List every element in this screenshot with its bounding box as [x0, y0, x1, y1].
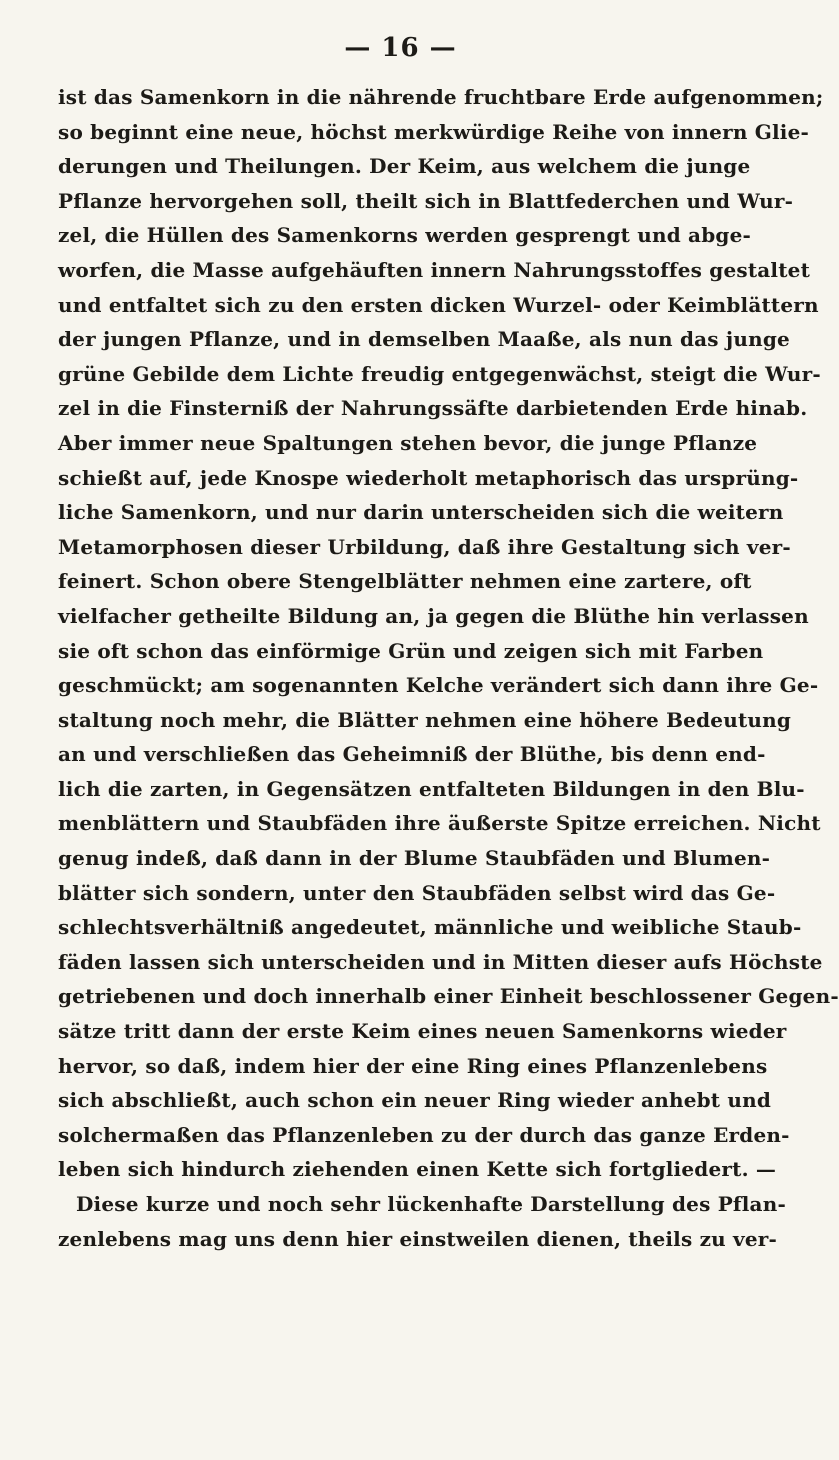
text-line: lich die zarten, in Gegensätzen entfalteten Bildungen in den Blu- [58, 776, 805, 801]
text-line: sätze tritt dann der erste Keim eines neuen Samenkorns wieder [58, 1019, 787, 1044]
text-line: Pflanze hervorgehen soll, theilt sich in Blattfederchen und Wur- [58, 188, 794, 213]
text-line: worfen, die Masse aufgehäuften innern Nahrungsstoffes gestaltet [58, 257, 811, 282]
text-line: genug indeß, daß dann in der Blume Staubfäden und Blumen- [58, 846, 771, 871]
text-line: Metamorphosen dieser Urbildung, daß ihre Gestaltung sich ver- [58, 534, 791, 559]
text-line: grüne Gebilde dem Lichte freudig entgegenwächst, steigt die Wur- [58, 361, 821, 386]
text-line: an und verschließen das Geheimniß der Blüthe, bis denn end- [58, 742, 766, 767]
text-line: menblättern und Staubfäden ihre äußerste Spitze erreichen. Nicht [58, 811, 821, 836]
text-line: getriebenen und doch innerhalb einer Einheit beschlossener Gegen- [58, 984, 839, 1009]
text-line: geschmückt; am sogenannten Kelche verändert sich dann ihre Ge- [58, 673, 819, 698]
text-line: solchermaßen das Pflanzenleben zu der durch das ganze Erden- [58, 1122, 790, 1147]
text-line: der jungen Pflanze, und in demselben Maaße, als nun das junge [58, 327, 790, 352]
text-line: feinert. Schon obere Stengelblätter nehmen eine zartere, oft [58, 569, 752, 594]
text-line: und entfaltet sich zu den ersten dicken Wurzel- oder Keimblättern [58, 292, 819, 317]
page-number-header: — 16 — [344, 33, 457, 63]
body-text [58, 80, 839, 1256]
text-line: zenlebens mag uns denn hier einstweilen dienen, theils zu ver- [58, 1226, 778, 1251]
text-line: schlechtsverhältniß angedeutet, männliche und weibliche Staub- [58, 915, 802, 940]
text-line: sich abschließt, auch schon ein neuer Ring wieder anhebt und [58, 1088, 772, 1113]
text-line: staltung noch mehr, die Blätter nehmen eine höhere Bedeutung [58, 707, 792, 732]
text-line: schießt auf, jede Knospe wiederholt metaphorisch das ursprüng- [58, 465, 799, 490]
text-line: derungen und Theilungen. Der Keim, aus welchem die junge [58, 154, 751, 179]
text-line: liche Samenkorn, und nur darin unterscheiden sich die weitern [58, 500, 784, 525]
text-line: blätter sich sondern, unter den Staubfäden selbst wird das Ge- [58, 880, 776, 905]
text-line: hervor, so daß, indem hier der eine Ring eines Pflanzenlebens [58, 1053, 768, 1078]
text-line: Diese kurze und noch sehr lückenhafte Darstellung des Pflan- [76, 1192, 786, 1216]
text-line: vielfacher getheilte Bildung an, ja gegen die Blüthe hin verlassen [58, 603, 809, 628]
text-line: leben sich hindurch ziehenden einen Kette sich fortgliedert. — [58, 1157, 777, 1182]
text-line: fäden lassen sich unterscheiden und in Mitten dieser aufs Höchste [58, 949, 823, 974]
text-line: so beginnt eine neue, höchst merkwürdige Reihe von innern Glie- [58, 119, 810, 144]
text-line: Aber immer neue Spaltungen stehen bevor, die junge Pflanze [58, 430, 758, 455]
text-line: sie oft schon das einförmige Grün und zeigen sich mit Farben [58, 638, 764, 663]
text-line: ist das Samenkorn in die nährende fruchtbare Erde aufgenommen; [58, 85, 824, 109]
text-line: zel, die Hüllen des Samenkorns werden gesprengt und abge- [58, 223, 752, 248]
text-line: zel in die Finsterniß der Nahrungssäfte darbietenden Erde hinab. [58, 396, 808, 421]
